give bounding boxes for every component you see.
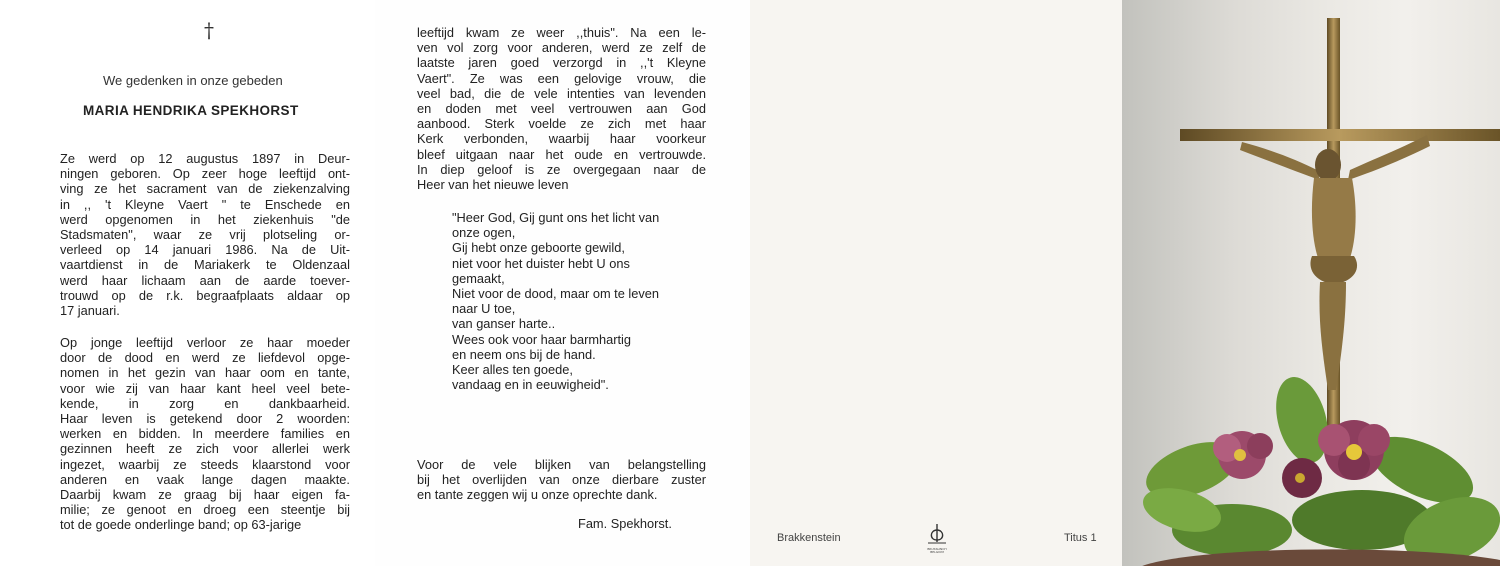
paragraph-biography: [60, 151, 350, 318]
publisher-logo: [922, 522, 952, 560]
text-line: Kerk verbonden, waarbij haar voorkeur: [417, 131, 706, 147]
prayer-poem: [452, 210, 712, 392]
text-line: ningen geboren. Op zeer hoge leeftijd ont-: [60, 166, 350, 182]
text-line: Haar leven is getekend door 2 woorden:: [60, 411, 350, 427]
text-line: werd haar lichaam aan de aarde toever-: [60, 272, 350, 288]
text-line: Keer alles ten goede,: [452, 362, 573, 378]
text-line: gezinnen heeft ze zich voor allerlei werk: [60, 441, 350, 457]
intro-line: We gedenken in onze gebeden: [103, 73, 283, 88]
publisher-name: Brakkenstein: [777, 532, 841, 544]
text-line: anderen en vaak lange dagen maakte.: [60, 471, 350, 487]
text-line: vaartdienst in de Mariakerk te Oldenzaal: [60, 257, 350, 273]
text-line: en tante zeggen wij u onze oprechte dank.: [417, 487, 658, 503]
text-line: werd opgenomen in het ziekenhuis "de: [60, 211, 350, 227]
logo-text-1: BRUSSLINCH: [927, 547, 947, 551]
text-line: milie; ze genoot en droeg een steentje bij: [60, 502, 350, 518]
text-line: nomen in het gezin van haar oom en tante,: [60, 365, 350, 381]
text-line: en doden met veel vertrouwen aan God: [417, 101, 706, 117]
corpus-figure: [1240, 135, 1430, 390]
text-line: verleed op 14 januari 1986. Na de Uit-: [60, 242, 350, 258]
publisher-logo-icon: [922, 522, 952, 548]
text-line: ving ze het sacrament van de ziekenzalving: [60, 181, 350, 197]
text-line: voor wie zij van haar kant heel veel bete-: [60, 380, 350, 396]
text-line: aanbood. Sterk voelde ze zich met haar: [417, 116, 706, 132]
back-cover: [750, 0, 1122, 566]
text-line: vandaag en in eeuwigheid".: [452, 377, 609, 393]
text-line: ingezet, waarbij ze steeds klaarstond voor: [60, 456, 350, 472]
text-line: niet voor het duister hebt U ons: [452, 255, 630, 271]
text-line: van ganser harte..: [452, 316, 556, 332]
cross-horizontal: [1180, 129, 1500, 141]
text-line: werken en bidden. In meerdere families en: [60, 426, 350, 442]
text-line: tot de goede onderlinge band; op 63-jarige: [60, 517, 302, 533]
text-line: Gij hebt onze geboorte gewild,: [452, 240, 625, 256]
text-line: trouwd op de r.k. begraafplaats aldaar op: [60, 287, 350, 303]
text-line: Voor de vele blijken van belangstelling: [417, 457, 706, 472]
text-line: Stadsmaten", waar ze vrij plotseling or-: [60, 227, 350, 243]
text-line: ven vol zorg voor anderen, werd ze zelf de: [417, 40, 706, 56]
text-line: Op jonge leeftijd verloor ze haar moeder: [60, 335, 350, 350]
cross-symbol: †: [204, 18, 214, 42]
front-cover-photo: [1122, 0, 1500, 566]
text-line: Vaert". Ze was een gelovige vrouw, die: [417, 70, 706, 86]
deceased-name: MARIA HENDRIKA SPEKHORST: [83, 103, 299, 118]
text-line: kende, in zorg en dankbaarheid.: [60, 395, 350, 411]
text-line: onze ogen,: [452, 225, 516, 241]
text-line: Wees ook voor haar barmhartig: [452, 331, 632, 347]
text-line: 17 januari.: [60, 303, 120, 319]
text-line: leeftijd kwam ze weer ,,thuis". Na een le-: [417, 25, 706, 40]
series-code: Titus 1: [1064, 532, 1097, 544]
text-line: Heer van het nieuwe leven: [417, 177, 569, 193]
text-line: gemaakt,: [452, 270, 505, 286]
paragraph-faith: [417, 25, 706, 192]
text-line: In diep geloof is ze overgegaan naar de: [417, 161, 706, 177]
crucifix-photo: [1122, 0, 1500, 566]
text-line: bleef uitgaan naar het oude en vertrouwde.: [417, 146, 706, 162]
text-line: Niet voor de dood, maar om te leven: [452, 286, 659, 302]
text-line: naar U toe,: [452, 301, 516, 317]
text-line: Daarbij kwam ze graag bij haar eigen fa-: [60, 487, 350, 503]
text-line: veel bad, die de vele intenties van levenden: [417, 85, 706, 101]
text-line: bij het overlijden van onze dierbare zuster: [417, 472, 706, 488]
text-line: in ,, 't Kleyne Vaert " te Enschede en: [60, 196, 350, 212]
text-line: "Heer God, Gij gunt ons het licht van: [452, 210, 660, 225]
text-line: Ze werd op 12 augustus 1897 in Deur-: [60, 151, 350, 166]
text-line: en neem ons bij de hand.: [452, 346, 596, 362]
thanks-paragraph: [417, 457, 706, 503]
paragraph-life: [60, 335, 350, 533]
signature: Fam. Spekhorst.: [578, 516, 672, 531]
text-line: laatste jaren goed verzorgd in ,,'t Kleyne: [417, 55, 706, 71]
logo-text-2: BELGIUM: [930, 550, 944, 555]
text-line: door de dood en werd ze liefdevol opge-: [60, 350, 350, 366]
